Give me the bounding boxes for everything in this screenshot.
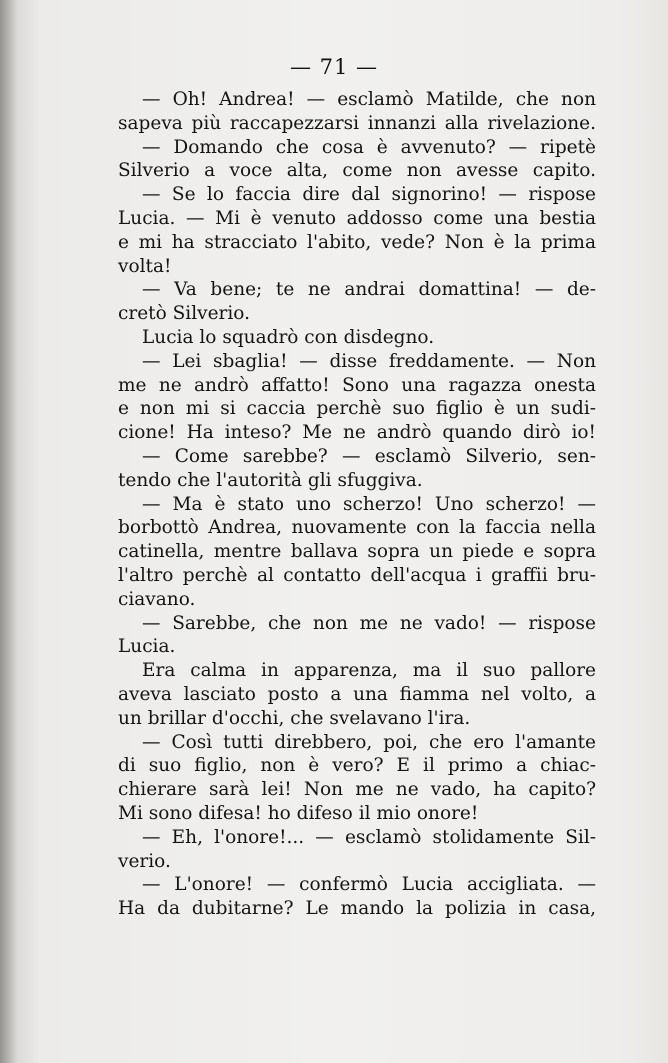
text-line: catinella, mentre ballava sopra un piede e sopra <box>118 541 596 563</box>
text-line: e mi ha stracciato l'abito, vede? Non è la prima <box>118 231 596 253</box>
text-line: — Come sarebbe? — esclamò Silverio, sen- <box>142 445 596 467</box>
text-line: — L'onore! — confermò Lucia accigliata. — <box>142 874 596 896</box>
page-number: — 71 — <box>289 55 379 79</box>
text-line: — Oh! Andrea! — esclamò Matilde, che non <box>142 89 596 110</box>
text-line: cretò Silverio. <box>118 303 250 325</box>
text-line: l'altro perchè al contatto dell'acqua i graffii bru- <box>118 564 596 586</box>
text-line: sapeva più raccapezzarsi innanzi alla rivelazione. <box>118 112 596 134</box>
text-line: ciavano. <box>118 588 196 610</box>
text-line: e non mi si caccia perchè suo figlio è un sudi- <box>118 398 596 420</box>
text-line: di suo figlio, non è vero? E il primo a chiac- <box>118 755 596 777</box>
text-line: — Va bene; te ne andrai domattina! — de- <box>142 279 596 301</box>
text-line: — Sarebbe, che non me ne vado! — rispose <box>142 612 596 634</box>
text-line: chierare sarà lei! Non me ne vado, ha capito? <box>118 779 596 801</box>
text-line: — Ma è stato uno scherzo! Uno scherzo! — <box>142 493 596 515</box>
text-line: — Eh, l'onore!... — esclamò stolidamente Sil- <box>142 826 596 848</box>
text-line: aveva lasciato posto a una fiamma nel volto, a <box>118 683 596 705</box>
text-line: Mi sono difesa! ho difeso il mio onore! <box>118 802 479 824</box>
text-line: borbottò Andrea, nuovamente con la faccia nella <box>118 517 596 539</box>
text-line: tendo che l'autorità gli sfuggiva. <box>118 469 423 491</box>
text-line: Lucia. <box>118 636 176 658</box>
text-line: verio. <box>118 850 171 872</box>
text-line: — Lei sbaglia! — disse freddamente. — Non <box>142 350 596 372</box>
text-line: volta! <box>118 255 172 277</box>
text-line: Era calma in apparenza, ma il suo pallore <box>142 660 596 682</box>
text-line: — Così tutti direbbero, poi, che ero l'amante <box>142 731 596 753</box>
body-text <box>118 88 596 921</box>
text-line: un brillar d'occhi, che svelavano l'ira. <box>118 707 471 729</box>
text-line: Lucia. — Mi è venuto addosso come una bestia <box>118 207 596 229</box>
text-line: Ha da dubitarne? Le mando la polizia in casa, <box>118 898 596 920</box>
text-line: Silverio a voce alta, come non avesse capito. <box>118 160 596 182</box>
text-line: Lucia lo squadrò con disdegno. <box>142 326 435 348</box>
text-line: — Domando che cosa è avvenuto? — ripetè <box>142 136 596 158</box>
text-line: me ne andrò affatto! Sono una ragazza onesta <box>118 374 596 396</box>
text-line: cione! Ha inteso? Me ne andrò quando dirò io! <box>118 422 596 444</box>
text-line: — Se lo faccia dire dal signorino! — rispose <box>142 184 596 206</box>
